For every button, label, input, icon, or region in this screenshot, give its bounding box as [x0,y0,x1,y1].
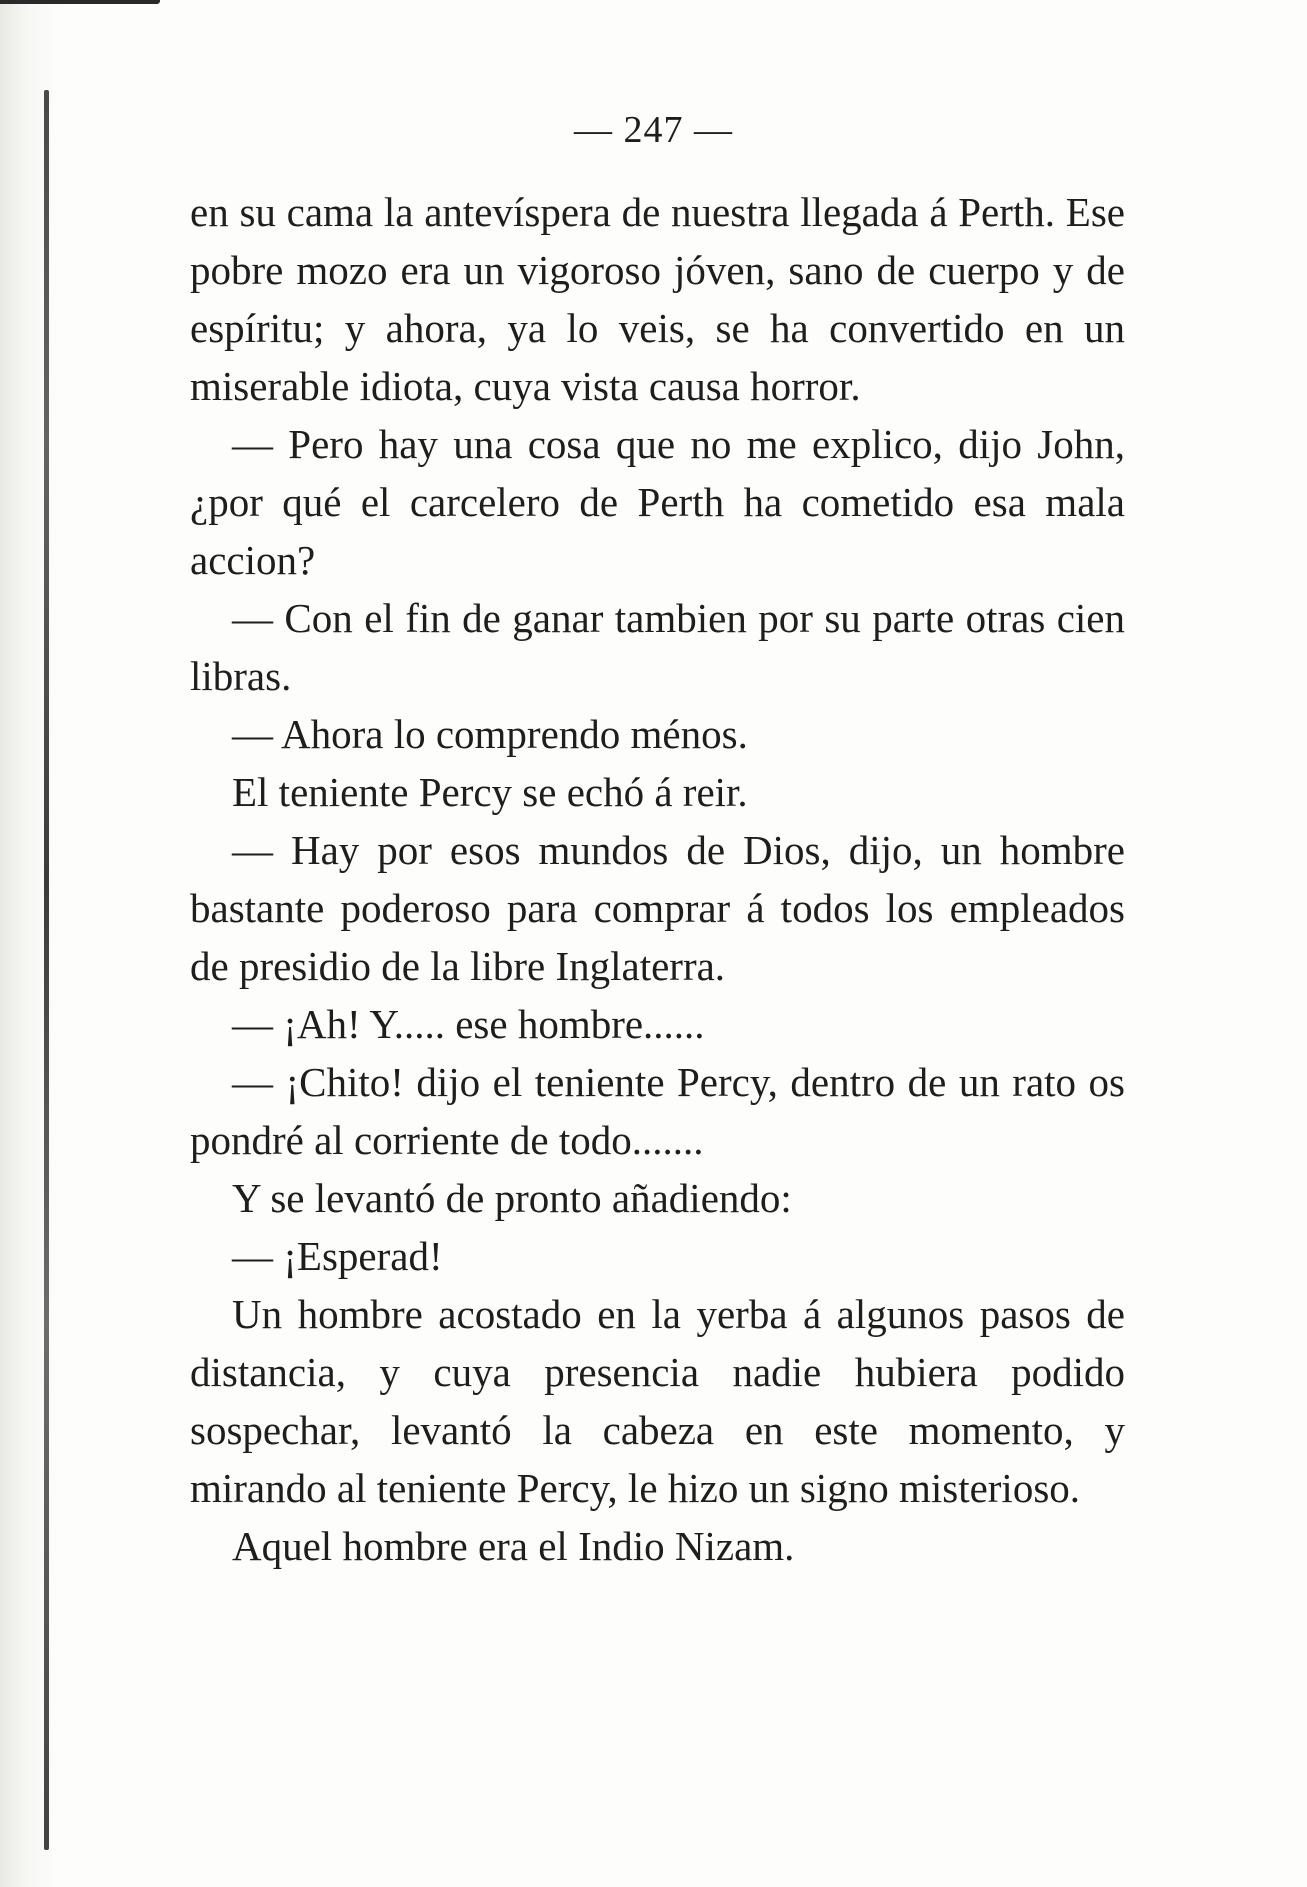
body-text [190,183,1125,1575]
paragraph: Y se levantó de pronto añadiendo: [232,1175,792,1221]
page-number: — 247 — [574,109,733,151]
paragraph: — Hay por esos mundos de Dios, dijo, un hombre bastante poderoso para comprar á todos los empleados de presidio de la libre Inglaterra. [190,827,1125,989]
paragraph: — ¡Chito! dijo el teniente Percy, dentro de un rato os pondré al corriente de todo....... [190,1059,1125,1163]
binding-edge [44,90,49,1850]
page-edge-shadow [0,0,60,1887]
paragraph: El teniente Percy se echó á reir. [232,769,748,815]
paragraph: — Ahora lo comprendo ménos. [232,711,748,757]
top-edge-mark [0,0,160,4]
paragraph: Un hombre acostado en la yerba á algunos pasos de distancia, y cuya presencia nadie hubiera podido sospechar, levantó la cabeza en este momento, y mirando al teniente Percy, le hizo un signo misterioso. [190,1291,1125,1511]
paragraph-final: Aquel hombre era el Indio Nizam. [232,1523,795,1569]
paragraph: — Pero hay una cosa que no me explico, dijo John, ¿por qué el carcelero de Perth ha cometido esa mala accion? [190,421,1125,583]
paragraph: en su cama la antevíspera de nuestra llegada á Perth. Ese pobre mozo era un vigoroso jóven, sano de cuerpo y de espíritu; y ahora, ya lo veis, se ha convertido en un miserable idiota, cuya vista causa horror. [190,189,1125,409]
paragraph: — Con el fin de ganar tambien por su parte otras cien libras. [190,595,1125,699]
paragraph: — ¡Esperad! [232,1233,443,1279]
paragraph: — ¡Ah! Y..... ese hombre...... [232,1001,705,1047]
